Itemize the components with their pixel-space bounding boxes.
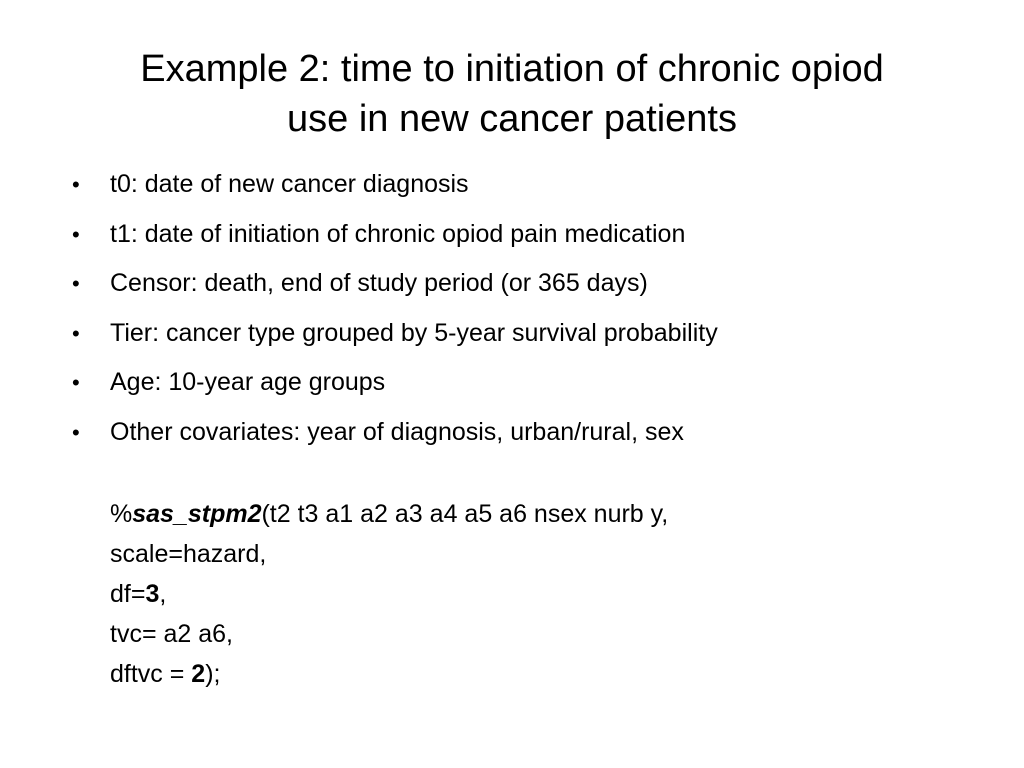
- bullet-dot-icon: •: [72, 172, 80, 197]
- bullet-text: Tier: cancer type grouped by 5-year survival probability: [110, 318, 718, 347]
- bullet-dot-icon: •: [72, 370, 80, 395]
- bullet-text: Censor: death, end of study period (or 365 days): [110, 269, 648, 297]
- slide-title-line-2: use in new cancer patients: [287, 98, 737, 140]
- df-value: 3: [145, 580, 160, 608]
- bullet-item-t1: [72, 210, 972, 260]
- macro-name: sas_stpm2: [132, 500, 262, 528]
- df-suffix: ,: [159, 580, 167, 608]
- code-line-4: tvc= a2 a6,: [110, 620, 233, 648]
- bullet-item-censor: [72, 259, 972, 309]
- code-line-1: [110, 494, 970, 534]
- dftvc-label: dftvc =: [110, 660, 192, 688]
- dftvc-value: 2: [191, 660, 206, 688]
- bullet-dot-icon: •: [72, 419, 80, 445]
- dftvc-suffix: );: [205, 660, 221, 688]
- slide-title-line-1: Example 2: time to initiation of chronic opiod: [140, 48, 884, 90]
- code-line-2: scale=hazard,: [110, 540, 267, 568]
- bullet-dot-icon: •: [72, 320, 80, 346]
- bullet-text: t0: date of new cancer diagnosis: [110, 170, 469, 198]
- bullet-item-covariates: [72, 408, 972, 458]
- bullet-item-tier: [72, 309, 972, 359]
- bullet-text: t1: date of initiation of chronic opiod pain medication: [110, 219, 686, 248]
- df-label: df=: [110, 580, 146, 608]
- bullet-dot-icon: •: [72, 271, 80, 296]
- code-line-3: [110, 574, 970, 614]
- bullet-item-age: [72, 358, 972, 408]
- bullet-list: [72, 160, 972, 457]
- bullet-text: Other covariates: year of diagnosis, urban/rural, sex: [110, 417, 684, 446]
- sas-macro-call: [110, 494, 970, 694]
- macro-args: (t2 t3 a1 a2 a3 a4 a5 a6 nsex nurb y,: [261, 500, 669, 528]
- bullet-item-t0: [72, 160, 972, 210]
- bullet-dot-icon: •: [72, 221, 80, 247]
- bullet-text: Age: 10-year age groups: [110, 368, 386, 396]
- macro-prefix: %: [110, 500, 133, 528]
- code-line-5: [110, 654, 970, 694]
- slide-title: [60, 44, 964, 144]
